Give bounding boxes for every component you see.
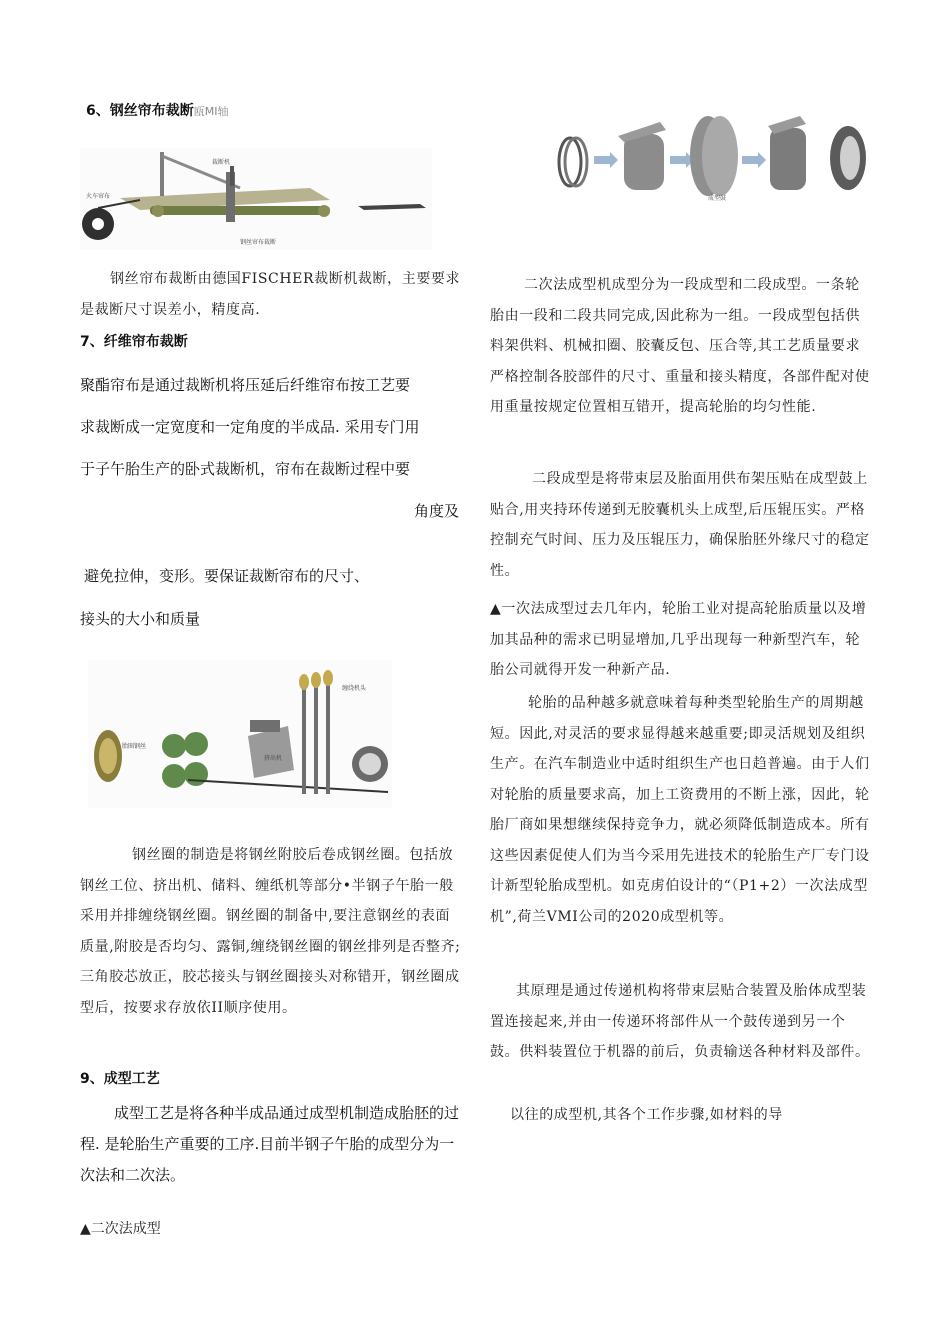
arrow-icon [742, 152, 766, 168]
fig1-caption: 钢丝帘布裁断 [240, 239, 277, 246]
green-reel [162, 734, 186, 758]
section-6-title: 6、钢丝帘布裁断 [86, 103, 194, 119]
section-9-heading: 9、成型工艺 [80, 1071, 160, 1087]
drum-stage-2-face [702, 116, 738, 196]
building-drum-figure [548, 110, 874, 202]
steel-cord-cutting-figure [80, 148, 432, 250]
festoon-column [302, 684, 306, 794]
section-6-heading [86, 100, 229, 120]
bead-ring [559, 138, 581, 186]
right-paragraph-4: 轮胎的品种越多就意味着每种类型轮胎生产的周期越短。因此,对灵活的要求显得越来越重要;即灵活规划及组织生产。在汽车制造业中适时组织生产也日趋普遍。由于人们对轮胎的质量要求高，加上工资费用的不断上涨，因此，轮胎厂商如果想继续保持竞争力，就必须降低制造成本。所有这些因素促使人们为当今采用先进技术的轮胎生产厂专门设计新型轮胎成型机。如克虏伯设计的“（P1+2）一次法成型机”,荷兰VMI公司的2020成型机等。 [490, 695, 870, 925]
drum-stage-1 [624, 134, 664, 190]
conveyor-roller [152, 205, 164, 217]
building-drum-diagram [548, 110, 874, 202]
section-7-line-1: 聚酯帘布是通过裁断机将压延后纤维帘布按工艺要 [80, 376, 411, 394]
section-7-line-2: 求裁断成一定宽度和一定角度的半成品. 采用专门用 [80, 418, 420, 436]
right-paragraph-1: 二次法成型机成型分为一段成型和二段成型。一条轮胎由一段和二段共同完成,因此称为一组。一段成型包括供料架供料、机械扣圈、胶囊反包、压合等,其工艺质量要求严格控制各胶部件的尺寸、重量和接头精度，各部件配对使用重量按规定位置相互错开，提高轮胎的均匀性能. [490, 277, 870, 415]
section-7-line-3: 于子午胎生产的卧式裁断机，帘布在裁断过程中要 [80, 460, 411, 478]
right-paragraph-2: 二段成型是将带束层及胎面用供布架压贴在成型鼓上贴合,用夹持环传递到无胶囊机头上成型,后压辊压实。严格控制充气时间、压力及压辊压力，确保胎胚外缘尺寸的稳定性。 [490, 471, 870, 579]
section-7-line-5: 避免拉伸，变形。要保证裁断帘布的尺寸、 [84, 567, 370, 585]
section-7-line-4: 角度及 [414, 502, 460, 520]
extruder [248, 726, 294, 778]
section-6-note: 瓯MI轴 [193, 105, 229, 118]
fig3-label: 成型鼓 [708, 195, 727, 202]
wire-spool-core [99, 738, 117, 774]
wire-path [188, 780, 388, 792]
green-tire-core [840, 136, 860, 180]
steel-cord-paragraph: 钢丝帘布裁断由德国FISCHER裁断机裁断，主要要求是裁断尺寸误差小，精度高. [80, 271, 461, 318]
cutter-blade [230, 166, 234, 186]
section-7-heading: 7、纤维帘布裁断 [80, 334, 188, 350]
festoon-pulley [311, 672, 321, 688]
winder-drum-core [359, 753, 381, 775]
section-7-line-6-clipped [80, 602, 380, 628]
steel-cord-cutting-diagram [80, 148, 432, 250]
conveyor-belt [150, 206, 330, 215]
green-reel [184, 762, 208, 786]
fig1-label-cutter: 裁断机 [212, 159, 231, 166]
bead-wire-diagram [88, 660, 392, 808]
section-9-paragraph: 成型工艺是将各种半成品通过成型机制造成胎胚的过程. 是轮胎生产重要的工序.目前半钢子午胎的成型分为一次法和二次法。 [80, 1104, 460, 1184]
fig1-label-roll: 火车帘布 [86, 193, 111, 200]
festoon-column [314, 682, 318, 794]
extruder-head [250, 720, 280, 732]
festoon-pulley [323, 670, 333, 686]
festoon-column [326, 680, 330, 794]
festoon-pulley [299, 674, 309, 690]
two-stage-heading: ▲二次法成型 [80, 1221, 161, 1237]
fig2-label-winder: 缠绕机头 [342, 685, 367, 692]
bead-wire-figure [88, 660, 392, 808]
conveyor-roller [318, 205, 330, 217]
right-paragraph-3: ▲一次法成型过去几年内，轮胎工业对提高轮胎质量以及增加其品种的需求已明显增加,几乎出现每一种新型汽车，轮胎公司就得开发一种新产品. [490, 601, 867, 678]
bead-ring [565, 138, 587, 186]
fabric-roll-core [92, 218, 104, 230]
green-reel [184, 732, 208, 756]
cut-strip [358, 204, 426, 210]
right-paragraph-6: 以往的成型机,其各个工作步骤,如材料的导 [510, 1107, 783, 1123]
green-reel [162, 764, 186, 788]
fig2-label-wire: 胎圈钢丝 [122, 743, 147, 750]
bead-paragraph: 钢丝圈的制造是将钢丝附胶后卷成钢丝圈。包括放钢丝工位、挤出机、储料、缠纸机等部分•半钢子午胎一般采用并排缠绕钢丝圈。钢丝圈的制备中,要注意钢丝的表面质量,附胶是否均匀、露铜,缠绕钢丝圈的钢丝排列是否整齐;三角胶芯放正，胶芯接头与钢丝圈接头对称错开，钢丝圈成型后，按要求存放依II顺序使用。 [80, 847, 461, 1016]
section-7-line-6: 接头的大小和质量 [80, 610, 201, 628]
arrow-icon [594, 152, 618, 168]
fig2-label-extruder: 挤出机 [264, 755, 283, 762]
drum-stage-3 [770, 128, 806, 190]
cutter-post [160, 152, 164, 196]
right-paragraph-5: 其原理是通过传递机构将带束层贴合装置及胎体成型装置连接起来,并由一传递环将部件从一个鼓传递到另一个鼓。供料装置位于机器的前后，负责输送各种材料及部件。 [490, 983, 870, 1060]
